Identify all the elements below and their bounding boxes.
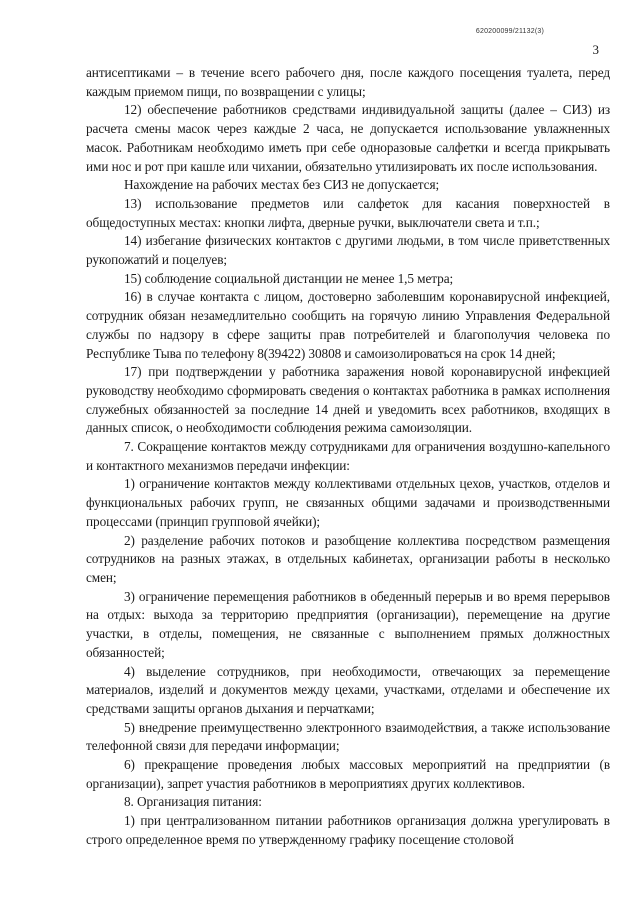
section-7-heading: 7. Сокращение контактов между сотрудниками для ограничения воздушно-капельного и контактного механизмов передачи инфекции: [86, 439, 610, 473]
section-7-item-3: 3) ограничение перемещения работников в обеденный перерыв и во время перерывов на отдых: выхода за территорию предприятия (организации), перемещение на другие участки, в отделы, помещения, не связанные с выполнением прямых должностных обязанностей; [86, 588, 610, 660]
list-item-15-distance: 15) соблюдение социальной дистанции не менее 1,5 метра; [124, 270, 454, 286]
document-body [86, 64, 610, 850]
section-7-item-5: 5) внедрение преимущественно электронного взаимодействия, а также использование телефонной связи для передачи информации; [86, 719, 610, 754]
list-item-12-ppe: 12) обеспечение работников средствами индивидуальной защиты (далее – СИЗ) из расчета смены масок через каждые 2 часа, не допускается использование увлажненных масок. Работникам необходимо иметь при себе одноразовые салфетки и всегда прикрывать ими нос и рот при кашле или чихании, обязательно утилизировать их после использования. [86, 102, 610, 174]
page-number: 3 [592, 42, 599, 57]
list-item-14-physical-contact: 14) избегание физических контактов с другими людьми, в том числе приветственных рукопожатий и поцелуев; [86, 233, 610, 268]
section-7-item-1: 1) ограничение контактов между коллективами отдельных цехов, участков, отделов и функциональных рабочих групп, не связанных общими задачами и производственными процессами (принцип групповой ячейки); [86, 476, 610, 529]
section-8-item-1: 1) при централизованном питании работников организация должна урегулировать в строго определенное время по утвержденному графику посещение столовой [86, 813, 610, 847]
list-item-17-confirmed-case: 17) при подтверждении у работника заражения новой коронавирусной инфекцией руководству необходимо сформировать сведения о контактах работника в рамках исполнения служебных обязанностей за последние 14 дней и уведомить всех работников, входящих в данных список, о необходимости соблюдения режима самоизоляции. [86, 364, 610, 436]
section-7-item-4: 4) выделение сотрудников, при необходимости, отвечающих за перемещение материалов, изделий и документов между цехами, участками, отделами и обеспечение их средствами защиты органов дыхания и перчатками; [86, 663, 610, 716]
list-item-16-contact-case: 16) в случае контакта с лицом, достоверно заболевшим коронавирусной инфекцией, сотрудник обязан незамедлительно сообщить на горячую линию Управления Федеральной службы по надзору в сфере защиты прав потребителей и благополучия человека по Республике Тыва по телефону 8(39422) 30808 и самоизолироваться на срок 14 дней; [86, 289, 610, 361]
paragraph-continuation: антисептиками – в течение всего рабочего дня, после каждого посещения туалета, перед каждым приемом пищи, по возвращении с улицы; [86, 65, 610, 99]
paragraph-no-ppe: Нахождение на рабочих местах без СИЗ не допускается; [124, 177, 440, 193]
section-8-heading: 8. Организация питания: [124, 794, 262, 810]
list-item-13-surfaces: 13) использование предметов или салфеток для касания поверхностей в общедоступных местах: кнопки лифта, дверные ручки, выключатели света и т.п.; [86, 195, 610, 230]
section-7-item-2: 2) разделение рабочих потоков и разобщение коллектива посредством размещения сотрудников на разных этажах, в отдельных кабинетах, организации работы в несколько смен; [86, 532, 610, 585]
section-7-item-6: 6) прекращение проведения любых массовых мероприятий на предприятии (в организации), запрет участия работников в мероприятиях других коллективов. [86, 757, 610, 791]
document-number: 620200099/21132(3) [475, 28, 544, 35]
